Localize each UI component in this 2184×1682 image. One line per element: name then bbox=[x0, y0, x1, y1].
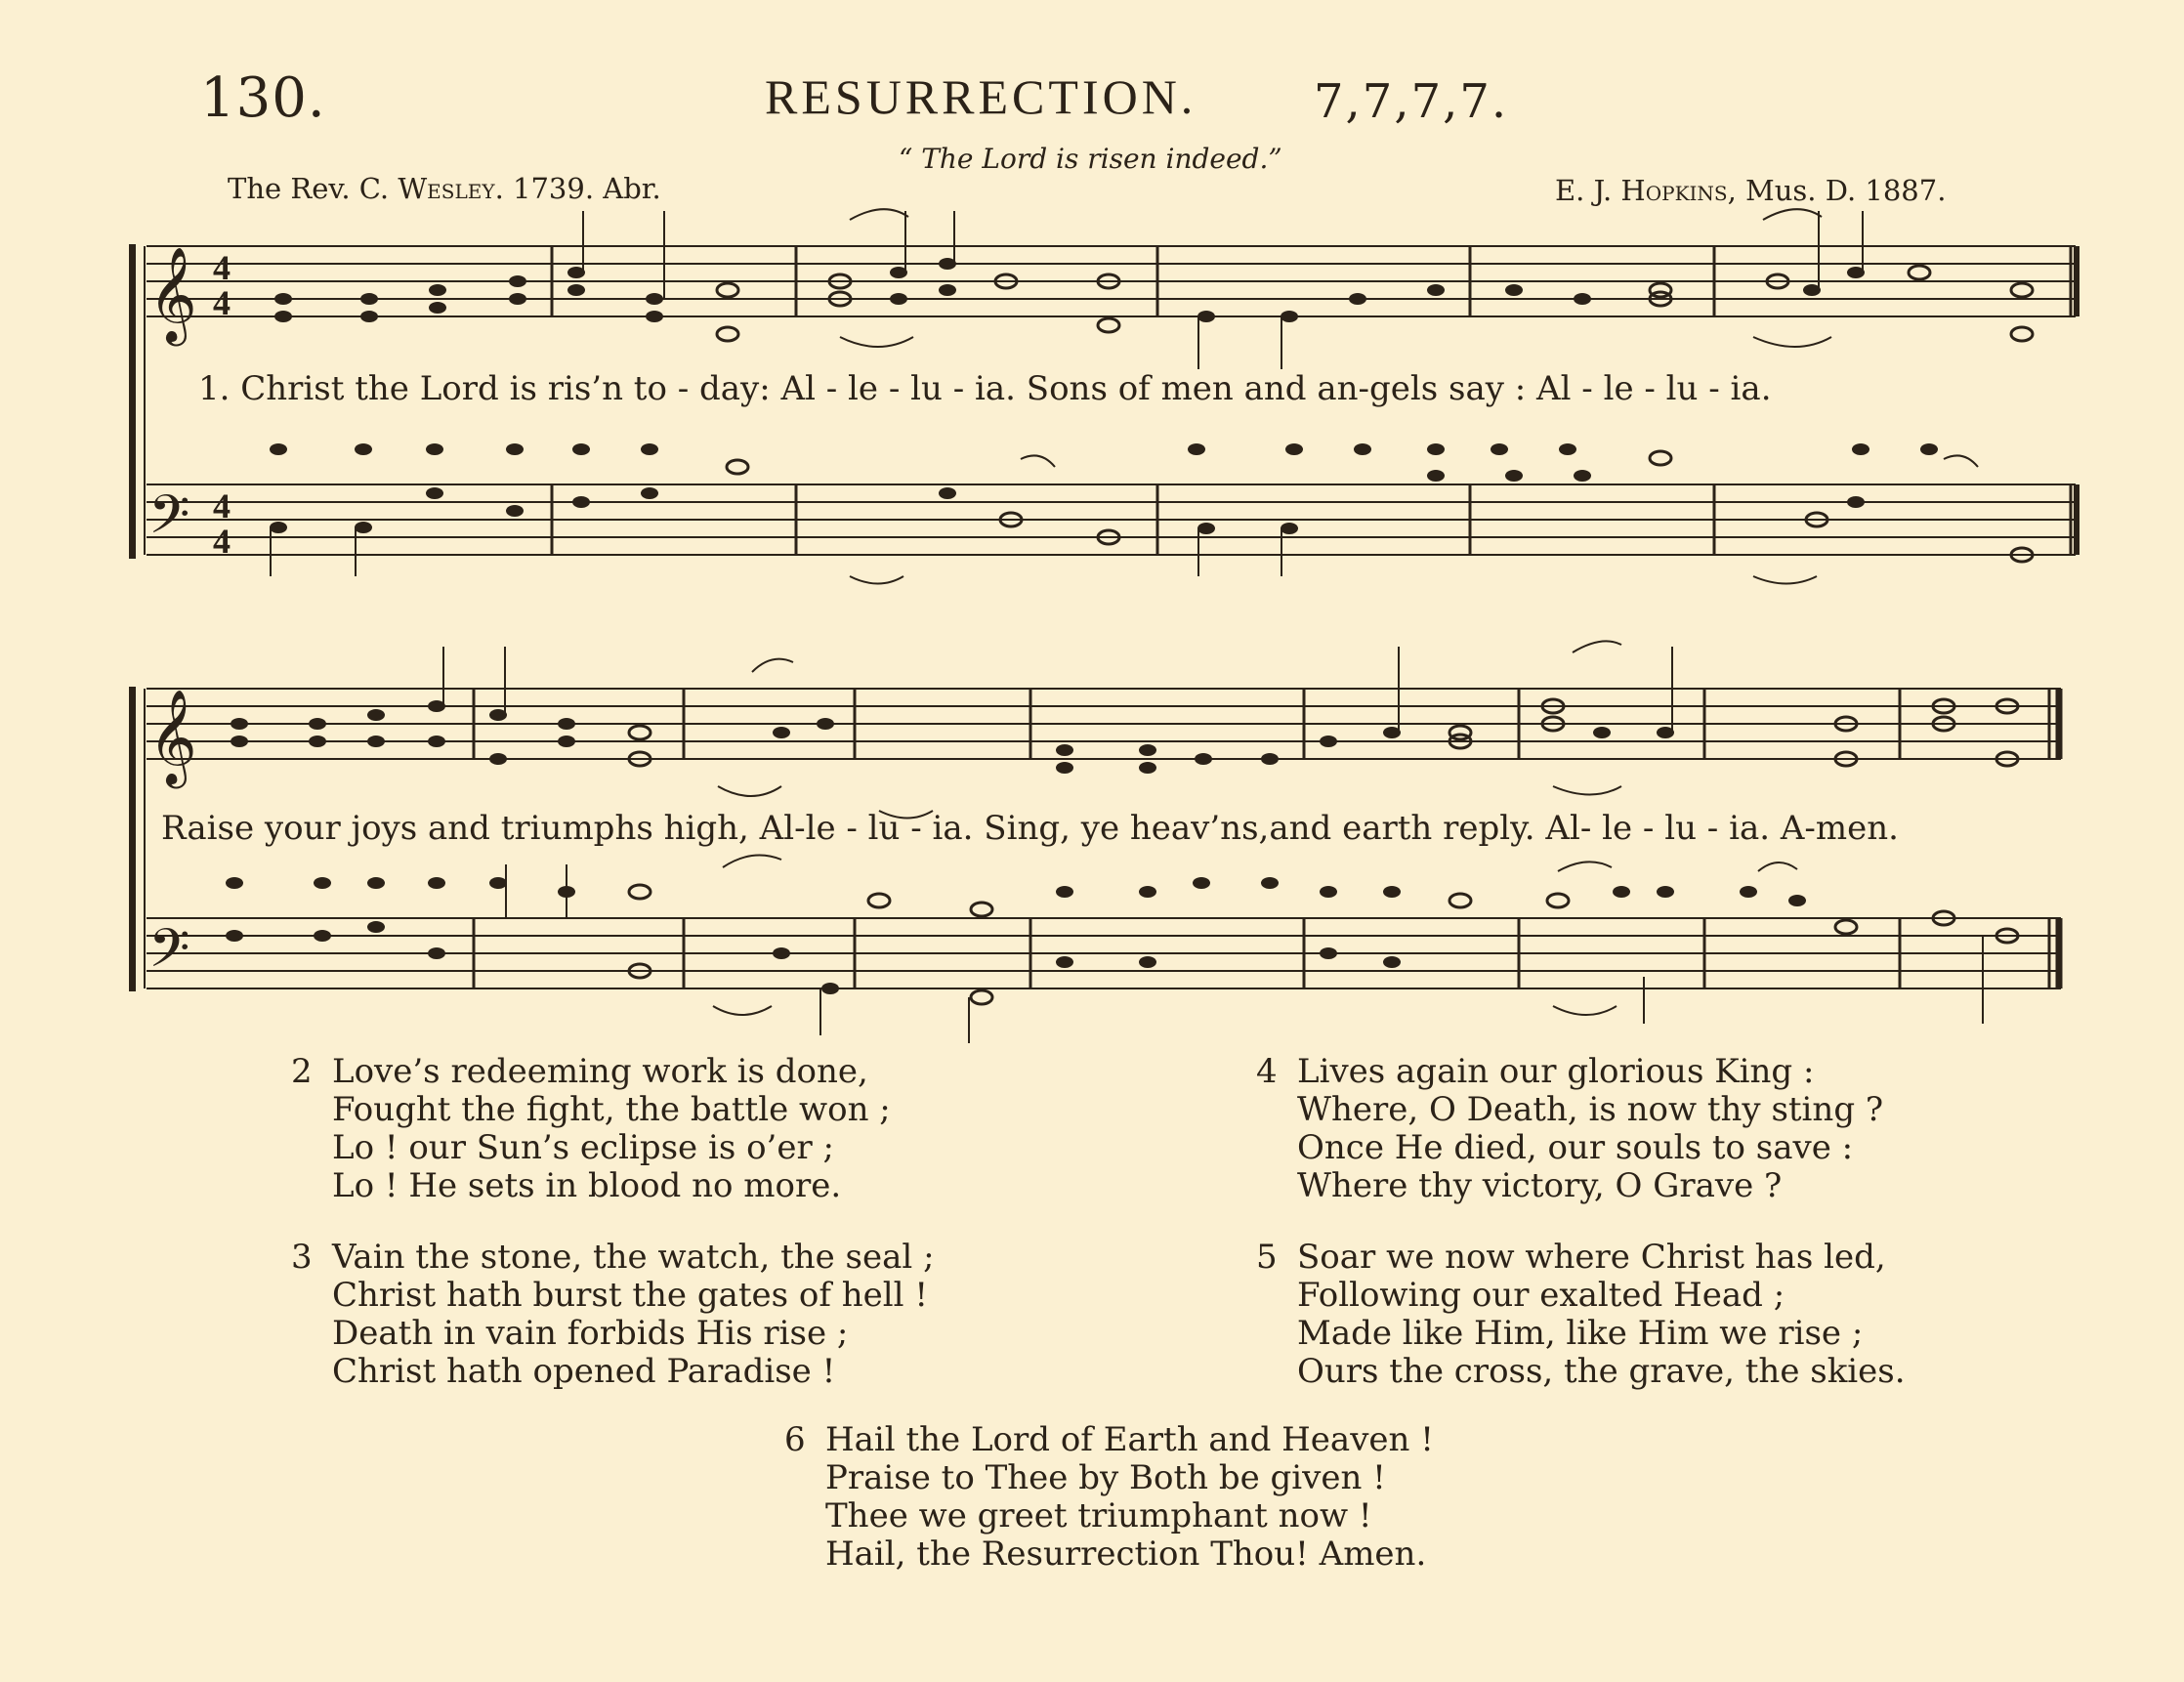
author-prefix: The Rev. C. bbox=[228, 172, 399, 205]
verse-line: Christ hath opened Paradise ! bbox=[332, 1352, 836, 1391]
verse-line: Soar we now where Christ has led, bbox=[1297, 1238, 1886, 1277]
verse-line: Where, O Death, is now thy sting ? bbox=[1297, 1090, 1884, 1129]
verse-6 bbox=[784, 1420, 1434, 1574]
svg-text:4: 4 bbox=[213, 522, 231, 561]
verse-number: 2 bbox=[291, 1052, 313, 1091]
verse-line: Hail, the Resurrection Thou! Amen. bbox=[825, 1535, 1427, 1574]
svg-text:4: 4 bbox=[213, 283, 231, 322]
verse-5 bbox=[1256, 1238, 1906, 1391]
epigraph: “ The Lord is risen indeed.” bbox=[899, 143, 1282, 175]
author-name: Wesley bbox=[398, 172, 495, 205]
composer-prefix: E. J. bbox=[1555, 174, 1621, 207]
svg-text:4: 4 bbox=[213, 486, 231, 526]
verse-3 bbox=[291, 1238, 935, 1391]
verse-4 bbox=[1256, 1052, 1884, 1205]
verse-line: Ours the cross, the grave, the skies. bbox=[1297, 1352, 1906, 1391]
svg-text:𝄞: 𝄞 bbox=[148, 689, 197, 784]
verse-number: 3 bbox=[291, 1238, 313, 1277]
lyrics-line-2: Raise your joys and triumphs high, Al-le - lu - ia. Sing, ye heav’ns,and earth reply. Al- le - lu - ia. A-men. bbox=[161, 809, 1899, 848]
verse-2 bbox=[291, 1052, 891, 1205]
author-suffix: . 1739. Abr. bbox=[494, 172, 661, 205]
verse-line: Made like Him, like Him we rise ; bbox=[1297, 1314, 1864, 1353]
composer-name: Hopkins bbox=[1620, 174, 1728, 207]
treble-clef: 𝄞 bbox=[148, 246, 197, 342]
verse-number: 4 bbox=[1256, 1052, 1278, 1091]
hymn-number: 130. bbox=[200, 66, 326, 130]
verse-line: Lives again our glorious King : bbox=[1297, 1052, 1815, 1091]
verse-line: Love’s redeeming work is done, bbox=[332, 1052, 868, 1091]
hymn-meter: 7,7,7,7. bbox=[1314, 74, 1509, 129]
verse-line: Lo ! He sets in blood no more. bbox=[332, 1166, 842, 1205]
verse-line: Thee we greet triumphant now ! bbox=[825, 1496, 1372, 1535]
treble-staff-2 bbox=[147, 689, 2061, 759]
verse-line: Where thy victory, O Grave ? bbox=[1297, 1166, 1783, 1205]
bass-clef: 𝄢 bbox=[148, 484, 190, 559]
svg-text:4: 4 bbox=[213, 248, 231, 287]
hymn-title: RESURRECTION. bbox=[765, 69, 1197, 124]
verse-line: Praise to Thee by Both be given ! bbox=[825, 1458, 1386, 1497]
lyrics-line-1: 1. Christ the Lord is ris’n to - day: Al - le - lu - ia. Sons of men and an-gels say : Al - le - lu - ia. bbox=[198, 369, 1772, 408]
verse-number: 6 bbox=[784, 1420, 806, 1459]
verse-line: Vain the stone, the watch, the seal ; bbox=[332, 1238, 935, 1277]
verse-line: Hail the Lord of Earth and Heaven ! bbox=[825, 1420, 1434, 1459]
composer-suffix: , Mus. D. 1887. bbox=[1727, 174, 1947, 207]
verse-number: 5 bbox=[1256, 1238, 1278, 1277]
verse-line: Following our exalted Head ; bbox=[1297, 1276, 1785, 1315]
verse-line: Death in vain forbids His rise ; bbox=[332, 1314, 849, 1353]
verse-line: Fought the fight, the battle won ; bbox=[332, 1090, 891, 1129]
verse-line: Lo ! our Sun’s eclipse is o’er ; bbox=[332, 1128, 835, 1167]
svg-text:𝄢: 𝄢 bbox=[148, 917, 190, 992]
verse-line: Once He died, our souls to save : bbox=[1297, 1128, 1854, 1167]
verse-line: Christ hath burst the gates of hell ! bbox=[332, 1276, 928, 1315]
